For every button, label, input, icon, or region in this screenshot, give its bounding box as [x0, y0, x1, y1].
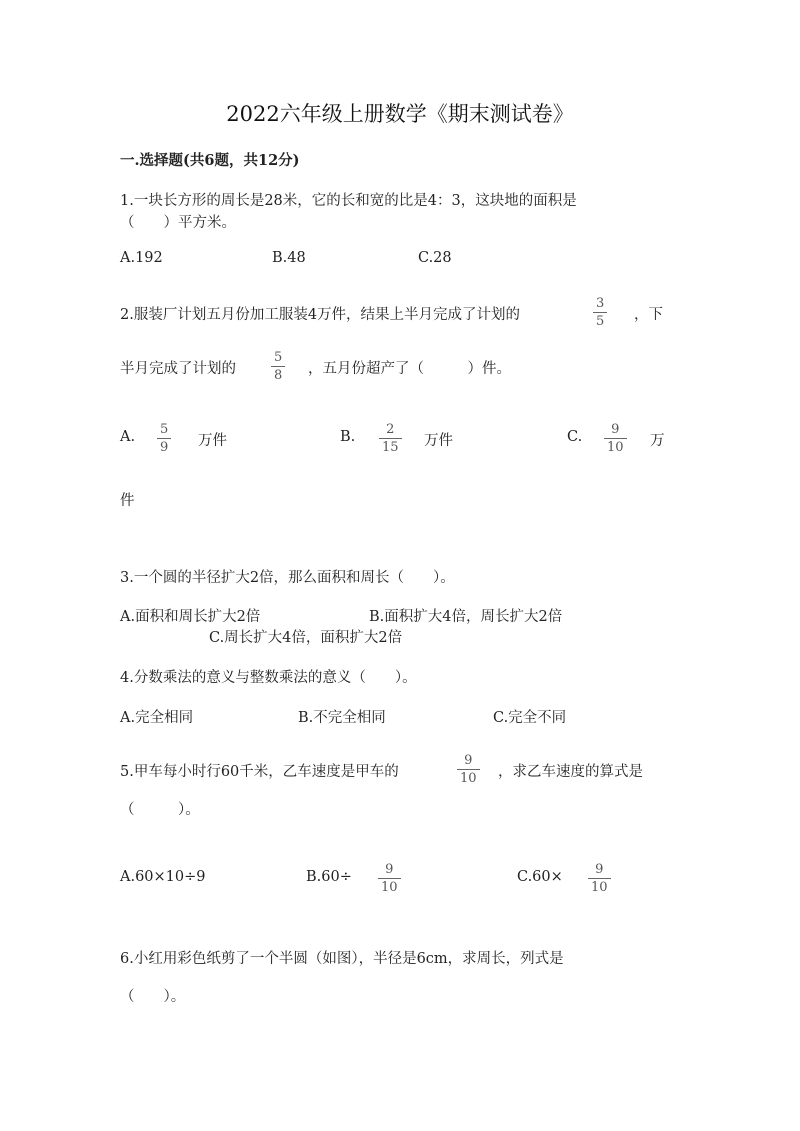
question-2-option-a-unit: 万件 — [198, 433, 227, 449]
question-2-text: 2.服装厂计划五月份加工服装4万件，结果上半月完成了计划的 — [120, 307, 521, 323]
fraction-bar — [457, 769, 480, 770]
question-2-text-end: ，五月份超产了（ ）件。 — [308, 361, 511, 377]
fraction-bar — [157, 438, 171, 439]
question-4-text: 4.分数乘法的意义与整数乘法的意义（ ）。 — [120, 670, 417, 686]
question-1-option-b: B.48 — [272, 250, 306, 266]
fraction-denominator: 10 — [607, 440, 624, 455]
question-2-fraction-1 — [593, 296, 607, 329]
question-2-option-a-label: A. — [120, 429, 136, 445]
question-5-option-c-label: C.60× — [517, 869, 563, 885]
question-2-text-tail: ，下 — [634, 307, 663, 323]
question-2-option-b-fraction — [379, 422, 402, 455]
question-2-option-c-fraction — [604, 422, 627, 455]
question-2-option-b-label: B. — [340, 429, 356, 445]
fraction-numerator: 2 — [386, 422, 395, 437]
fraction-denominator: 8 — [274, 368, 283, 383]
fraction-numerator: 9 — [595, 862, 604, 877]
question-2-option-a-fraction — [157, 422, 171, 455]
page-title: 2022六年级上册数学《期末测试卷》 — [226, 102, 574, 126]
fraction-numerator: 3 — [596, 296, 605, 311]
fraction-denominator: 10 — [591, 880, 608, 895]
fraction-bar — [593, 312, 607, 313]
section-heading: 一.选择题(共6题，共12分) — [120, 152, 300, 169]
fraction-numerator: 9 — [611, 422, 620, 437]
fraction-denominator: 10 — [381, 880, 398, 895]
question-5-text: 5.甲车每小时行60千米，乙车速度是甲车的 — [120, 764, 399, 780]
fraction-bar — [379, 438, 402, 439]
question-1-text-cont: （ ）平方米。 — [120, 215, 236, 231]
question-1-option-a: A.192 — [120, 250, 163, 266]
question-3-text: 3.一个圆的半径扩大2倍，那么面积和周长（ ）。 — [120, 570, 455, 586]
fraction-bar — [271, 366, 285, 367]
question-1-text: 1.一块长方形的周长是28米，它的长和宽的比是4：3，这块地的面积是 — [120, 193, 577, 209]
question-4-option-b: B.不完全相同 — [298, 710, 386, 726]
fraction-bar — [588, 878, 611, 879]
fraction-denominator: 5 — [596, 314, 605, 329]
fraction-denominator: 15 — [382, 440, 399, 455]
question-1-option-c: C.28 — [418, 250, 452, 266]
question-2-option-b-unit: 万件 — [424, 433, 453, 449]
fraction-numerator: 9 — [385, 862, 394, 877]
question-3-option-a: A.面积和周长扩大2倍 — [120, 609, 261, 625]
question-4-option-c: C.完全不同 — [493, 710, 567, 726]
question-3-option-c: C.周长扩大4倍，面积扩大2倍 — [209, 630, 403, 646]
fraction-denominator: 10 — [460, 771, 477, 786]
question-6-text-cont: （ ）。 — [120, 989, 186, 1005]
fraction-denominator: 9 — [160, 440, 169, 455]
question-5-option-b-label: B.60÷ — [306, 869, 352, 885]
question-5-option-b-fraction — [378, 862, 401, 895]
fraction-bar — [604, 438, 627, 439]
fraction-numerator: 5 — [274, 350, 283, 365]
question-2-option-c-unit-wrap: 件 — [120, 493, 135, 509]
question-6-text: 6.小红用彩色纸剪了一个半圆（如图），半径是6cm，求周长，列式是 — [120, 951, 564, 967]
fraction-bar — [378, 878, 401, 879]
fraction-numerator: 9 — [464, 753, 473, 768]
question-4-option-a: A.完全相同 — [120, 710, 194, 726]
question-2-option-c-unit: 万 — [650, 433, 665, 449]
question-5-option-a: A.60×10÷9 — [120, 869, 206, 885]
question-5-text-tail: ，求乙车速度的算式是 — [498, 764, 643, 780]
question-2-text-cont: 半月完成了计划的 — [120, 361, 236, 377]
question-5-option-c-fraction — [588, 862, 611, 895]
question-5-text-cont: （ ）。 — [120, 802, 200, 818]
question-2-option-c-label: C. — [567, 429, 583, 445]
question-5-fraction — [457, 753, 480, 786]
question-2-fraction-2 — [271, 350, 285, 383]
fraction-numerator: 5 — [160, 422, 169, 437]
question-3-option-b: B.面积扩大4倍，周长扩大2倍 — [369, 609, 563, 625]
